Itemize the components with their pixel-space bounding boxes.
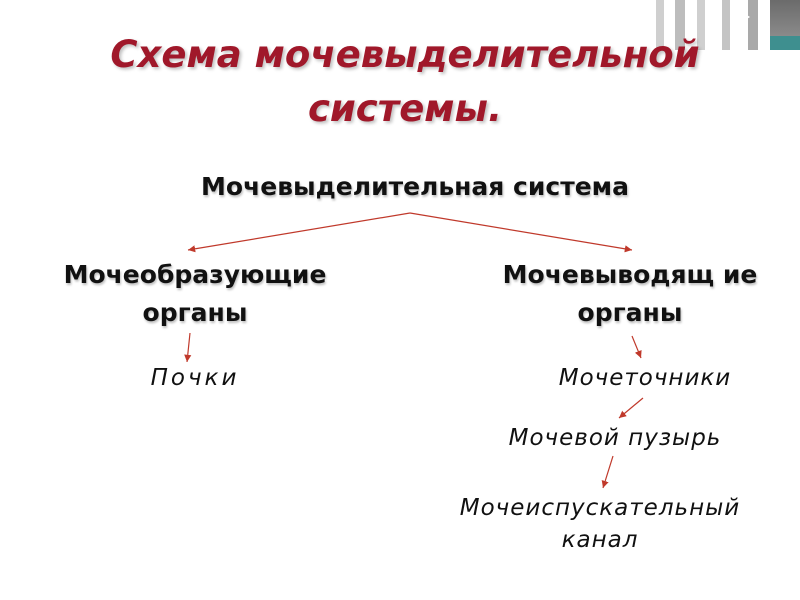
node-urine-excreting-organs: Мочевыводящ ие органы [502, 260, 758, 327]
arrow-ureters-to-bladder [619, 398, 643, 418]
node-urethra: Мочеиспускательный канал [459, 495, 741, 553]
node-bladder: Мочевой пузырь [508, 425, 722, 451]
arrow-left-to-kidneys [187, 333, 190, 362]
arrow-root-to-left [188, 213, 410, 250]
arrow-bladder-to-urethra [603, 456, 613, 488]
arrow-right-to-ureters [632, 336, 641, 358]
arrow-root-to-right [410, 213, 632, 250]
node-ureters: Мочеточники [558, 365, 732, 391]
node-urine-forming-organs: Мочеобразующие органы [63, 260, 327, 327]
node-kidneys: Почки [150, 365, 240, 391]
node-urinary-system: Мочевыделительная система [201, 172, 629, 201]
slide-title: Схема мочевыделительной системы. [110, 33, 700, 130]
